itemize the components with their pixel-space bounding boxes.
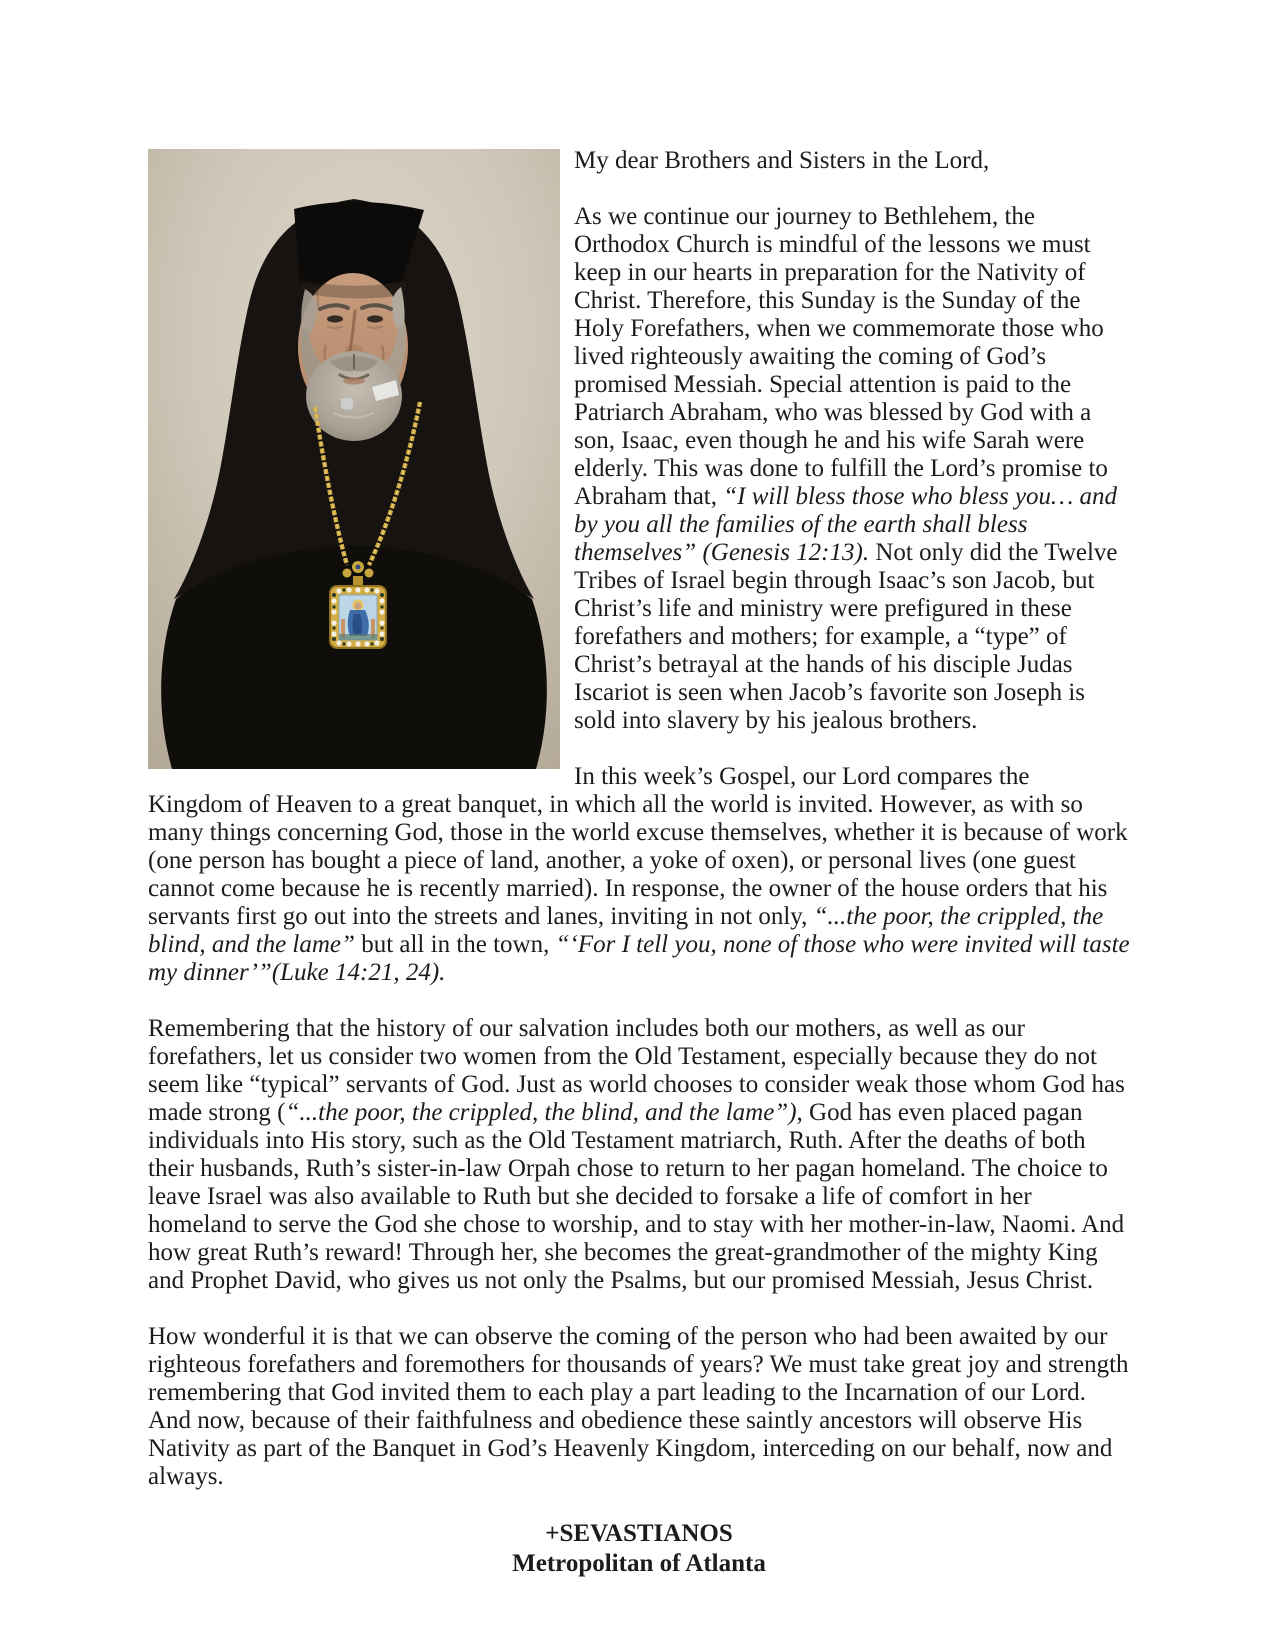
signature-name: +SEVASTIANOS <box>545 1520 733 1547</box>
right-eye <box>367 315 383 322</box>
panagia-medallion-icon <box>330 586 386 648</box>
metropolitan-portrait-photo <box>148 149 560 769</box>
paragraph-segment: Not only did the Twelve Tribes of Israel begin through Isaac’s son Jacob, but Christ’s life and ministry were prefigured in these forefathers and mothers; for example, a “type” of Christ’s betrayal at the hands of his disciple Judas Iscariot is seen when Jacob’s favorite son Joseph is sold into slavery by his jealous brothers. <box>574 539 1118 734</box>
letter-paragraph <box>148 763 1130 987</box>
white-collar-left <box>341 398 353 410</box>
paragraph-segment: My dear Brothers and Sisters in the Lord, <box>574 147 990 174</box>
paragraph-segment: “‘For I tell you, none of those who were invited will taste my dinner’”(Luke 14:21, 24). <box>148 931 1130 986</box>
left-eye <box>327 315 343 322</box>
paragraph-segment: , God has even placed pagan individuals into His story, such as the Old Testament matriarch, Ruth. After the deaths of both their husbands, Ruth’s sister-in-law Orpah chose to return to her pagan homeland. The choice to leave Israel was also available to Ruth but she decided to forsake a life of comfort in her homeland to serve the God she chose to worship, and to stay with her mother-in-law, Naomi. And how great Ruth’s reward! Through her, she becomes the great-grandmother of the mighty King and Prophet David, who gives us not only the Psalms, but our promised Messiah, Jesus Christ. <box>148 1099 1125 1294</box>
paragraph-segment: How wonderful it is that we can observe the coming of the person who had been awaited by our righteous forefathers and foremothers for thousands of years? We must take great joy and strength remembering that God invited them to each play a part leading to the Incarnation of our Lord. And now, because of their faithfulness and obedience these saintly ancestors will observe His Nativity as part of the Banquet in God’s Heavenly Kingdom, interceding on our behalf, now and always. <box>148 1323 1129 1490</box>
paragraph-segment: “...the poor, the crippled, the blind, and the lame”) <box>285 1099 797 1126</box>
letter-paragraph <box>148 1323 1130 1491</box>
paragraph-segment: Remembering that the history of our salvation includes both our mothers, as well as our forefathers, let us consider two women from the Old Testament, especially because they do not seem like “typical” servants of God. Just as world chooses to consider weak those whom God has made strong ( <box>148 1015 1125 1126</box>
paragraph-segment: “I will bless those who bless you… and by you all the families of the earth shall bless themselves” (Genesis 12:13). <box>574 483 1118 566</box>
signature-title: Metropolitan of Atlanta <box>512 1550 766 1577</box>
paragraph-segment: but all in the town, <box>354 931 556 958</box>
signature-block <box>148 1519 1130 1579</box>
lower-lip <box>343 377 365 384</box>
paragraph-segment: As we continue our journey to Bethlehem, the Orthodox Church is mindful of the lessons we must keep in our hearts in preparation for the Nativity of Christ. Therefore, this Sunday is the Sunday of the Holy Forefathers, when we commemorate those who lived righteously awaiting the coming of God’s promised Messiah. Special attention is paid to the Patriarch Abraham, who was blessed by God with a son, Isaac, even though he and his wife Sarah were elderly. This was done to fulfill the Lord’s promise to Abraham that, <box>574 203 1108 510</box>
portrait-illustration <box>148 149 560 769</box>
paragraph-segment: “...the poor, the crippled, the blind, and the lame” <box>148 903 1104 958</box>
letter-body <box>148 147 1130 1579</box>
letter-paragraph <box>148 1015 1130 1295</box>
paragraph-segment: In this week’s Gospel, our Lord compares the Kingdom of Heaven to a great banquet, in which all the world is invited. However, as with so many things concerning God, those in the world excuse themselves, whether it is because of work (one person has bought a piece of land, another, a yoke of oxen), or personal lives (one guest cannot come because he is recently married). In response, the owner of the house orders that his servants first go out into the streets and lanes, inviting in not only, <box>148 763 1128 930</box>
icon-head <box>355 603 362 610</box>
